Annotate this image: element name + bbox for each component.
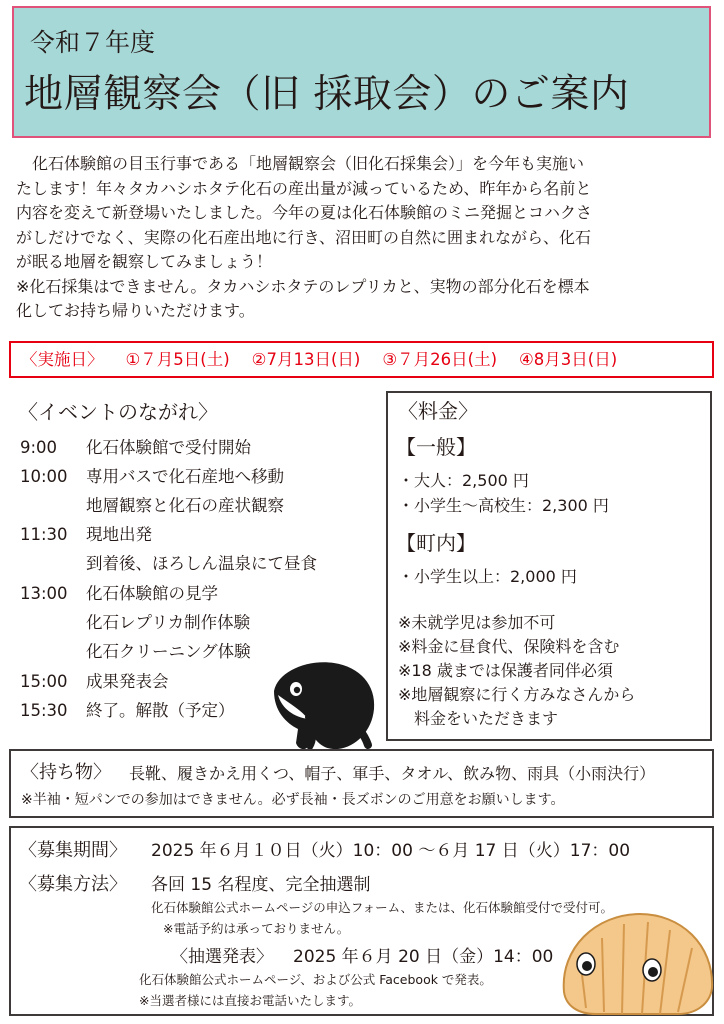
scallop-fossil-character-icon	[556, 908, 718, 1020]
schedule-row	[20, 494, 284, 518]
fee-adult: ・大人：2,500 円	[398, 471, 529, 490]
fee-heading: 〈料金〉	[398, 399, 478, 423]
date-item: ④8月3日(日)	[519, 350, 618, 369]
lottery-value: 2025 年６月 20 日（金）14：00	[293, 947, 554, 967]
schedule-time: 15:00	[20, 672, 68, 691]
schedule-text: 化石体験館で受付開始	[86, 438, 251, 457]
schedule-text: 現地出発	[86, 525, 152, 544]
schedule-row	[20, 640, 251, 664]
items-box	[9, 749, 714, 818]
schedule-row	[20, 436, 251, 460]
orca-character-icon	[268, 655, 380, 751]
schedule-text: 専用バスで化石産地へ移動	[86, 467, 284, 486]
schedule-time: 9:00	[20, 438, 58, 457]
schedule-time: 10:00	[20, 467, 68, 486]
lottery-heading: 〈抽選発表〉	[171, 947, 273, 967]
fee-note: ※未就学児は参加不可	[398, 613, 556, 632]
intro-note-line: ※化石採集はできません。タカハシホタテのレプリカと、実物の部分化石を標本	[16, 276, 590, 296]
schedule-row	[20, 552, 317, 576]
fee-local-heading: 【町内】	[396, 531, 476, 555]
intro-line: がしだけでなく、実際の化石産出地に行き、沼田町の自然に囲まれながら、化石	[16, 227, 592, 247]
items-note: ※半袖・短パンでの参加はできません。必ず長袖・長ズボンのご用意をお願いします。	[21, 792, 565, 808]
schedule-text: 地層観察と化石の産状観察	[86, 496, 284, 515]
items-heading: 〈持ち物〉	[21, 762, 111, 783]
event-dates	[21, 348, 639, 372]
fee-note: ※料金に昼食代、保険料を含む	[398, 637, 620, 656]
schedule-text: 終了。解散（予定）	[86, 701, 235, 720]
event-dates-box	[9, 341, 714, 378]
schedule-row	[20, 465, 284, 489]
method-value: 各回 15 名程度、完全抽選制	[151, 875, 371, 895]
schedule-text: 到着後、ほろしん温泉にて昼食	[86, 554, 317, 573]
intro-line: 内容を変えて新登場いたしました。今年の夏は化石体験館のミニ発掘とコハクさ	[16, 203, 593, 222]
intro-line: 化石体験館の目玉行事である「地層観察会（旧化石採集会）」を今年も実施い	[32, 154, 585, 173]
schedule-text: 化石体験館の見学	[86, 584, 218, 603]
schedule-text: 化石クリーニング体験	[86, 642, 251, 661]
period-value: 2025 年６月１０日（火）10：00 ～６月 17 日（火）17：00	[151, 841, 631, 861]
fee-note: ※地層観察に行く方みなさんから	[398, 685, 636, 704]
method-detail: 化石体験館公式ホームページの申込フォーム、または、化石体験館受付で受付可。	[151, 900, 614, 915]
date-item: ③７月26日(土)	[382, 350, 498, 369]
schedule-row	[20, 582, 218, 606]
date-item: ②7月13日(日)	[251, 350, 361, 369]
intro-note-line: 化してお持ち帰りいただけます。	[16, 301, 255, 320]
lottery-note: ※当選者様には直接お電話いたします。	[139, 993, 361, 1008]
intro-line: たします！年々タカハシホタテ化石の産出量が減っているため、昨年から名前と	[16, 178, 592, 198]
schedule-time: 13:00	[20, 584, 68, 603]
schedule-text: 成果発表会	[86, 672, 169, 691]
schedule-heading: 〈イベントのながれ〉	[18, 400, 218, 424]
intro-line: が眠る地層を観察してみましょう！	[16, 252, 273, 271]
schedule-row	[20, 611, 250, 635]
schedule-row	[20, 670, 169, 694]
schedule-row	[20, 699, 235, 723]
schedule-time: 11:30	[20, 525, 68, 544]
fee-student: ・小学生～高校生：2,300 円	[398, 496, 609, 515]
fee-note: ※18 歳までは保護者同伴必須	[398, 661, 613, 680]
intro-text	[16, 152, 708, 324]
date-item: ①７月5日(土)	[125, 350, 230, 369]
fee-local: ・小学生以上：2,000 円	[398, 567, 577, 586]
schedule-text: 化石レプリカ制作体験	[86, 613, 251, 632]
header-banner	[12, 6, 711, 138]
dates-label: 〈実施日〉	[21, 350, 104, 369]
lottery-detail: 化石体験館公式ホームページ、および公式 Facebook で発表。	[139, 972, 492, 987]
schedule-row	[20, 523, 152, 547]
method-note: ※電話予約は承っておりません。	[163, 921, 350, 936]
fee-note: 料金をいただきます	[398, 709, 559, 728]
fee-general-heading: 【一般】	[396, 435, 476, 459]
fee-box	[386, 391, 712, 741]
page-title: 地層観察会（旧 採取会）のご案内	[24, 72, 630, 117]
period-heading: 〈募集期間〉	[19, 840, 127, 861]
header-year: 令和７年度	[30, 28, 156, 57]
items-list: 長靴、履きかえ用くつ、帽子、軍手、タオル、飲み物、雨具（小雨決行）	[129, 764, 656, 783]
method-heading: 〈募集方法〉	[19, 874, 127, 895]
schedule-time: 15:30	[20, 701, 68, 720]
